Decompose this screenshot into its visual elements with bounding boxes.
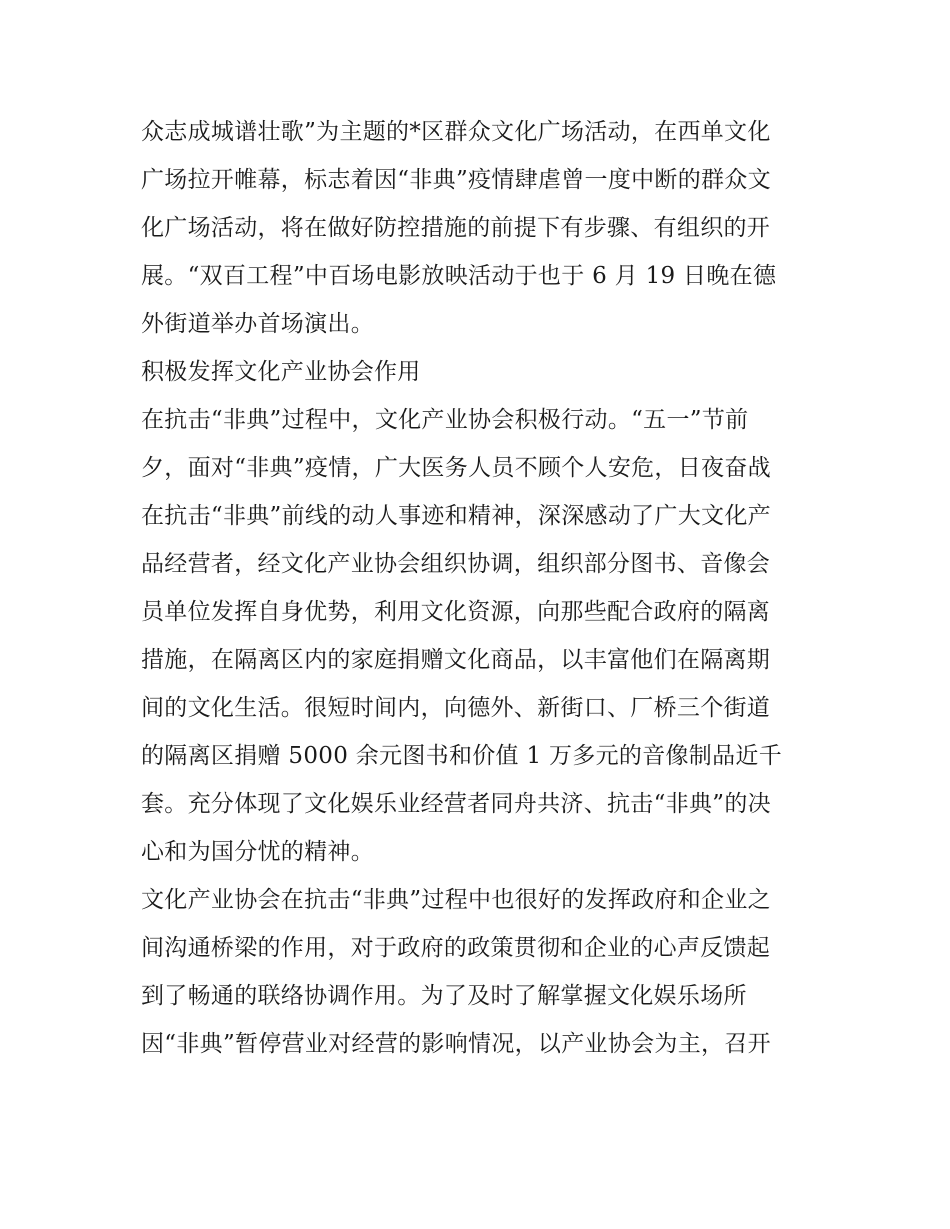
text-line: 的隔离区捐赠 5000 余元图书和价值 1 万多元的音像制品近千 [141, 743, 783, 769]
text-line: 广场拉开帷幕，标志着因“非典”疫情肆虐曾一度中断的群众文 [141, 167, 771, 193]
text-line: 到了畅通的联络协调作用。为了及时了解掌握文化娱乐场所 [141, 983, 747, 1009]
text-line: 心和为国分忧的精神。 [141, 839, 374, 865]
text-line: 员单位发挥自身优势，利用文化资源，向那些配合政府的隔离 [141, 599, 771, 625]
text-line: 在抗击“非典”前线的动人事迹和精神，深深感动了广大文化产 [141, 503, 771, 529]
document-body [141, 108, 821, 1068]
text-line: 外街道举办首场演出。 [141, 311, 374, 337]
text-line: 因“非典”暂停营业对经营的影响情况，以产业协会为主，召开 [141, 1031, 771, 1057]
section-heading: 积极发挥文化产业协会作用 [141, 359, 421, 385]
text-line: 套。充分体现了文化娱乐业经营者同舟共济、抗击“非典”的决 [141, 791, 771, 817]
text-line: 品经营者，经文化产业协会组织协调，组织部分图书、音像会 [141, 551, 771, 577]
text-line: 化广场活动，将在做好防控措施的前提下有步骤、有组织的开 [141, 215, 771, 241]
text-line: 夕，面对“非典”疫情，广大医务人员不顾个人安危，日夜奋战 [141, 455, 771, 481]
text-line: 措施，在隔离区内的家庭捐赠文化商品，以丰富他们在隔离期 [141, 647, 771, 673]
text-line: 文化产业协会在抗击“非典”过程中也很好的发挥政府和企业之 [141, 887, 771, 913]
text-line: 在抗击“非典”过程中，文化产业协会积极行动。“五一”节前 [141, 407, 749, 433]
text-line: 众志成城谱壮歌”为主题的*区群众文化广场活动，在西单文化 [141, 119, 771, 145]
text-line: 间沟通桥梁的作用，对于政府的政策贯彻和企业的心声反馈起 [141, 935, 771, 961]
text-line: 间的文化生活。很短时间内，向德外、新街口、厂桥三个街道 [141, 695, 771, 721]
text-line: 展。“双百工程”中百场电影放映活动于也于 6 月 19 日晚在德 [141, 263, 777, 289]
